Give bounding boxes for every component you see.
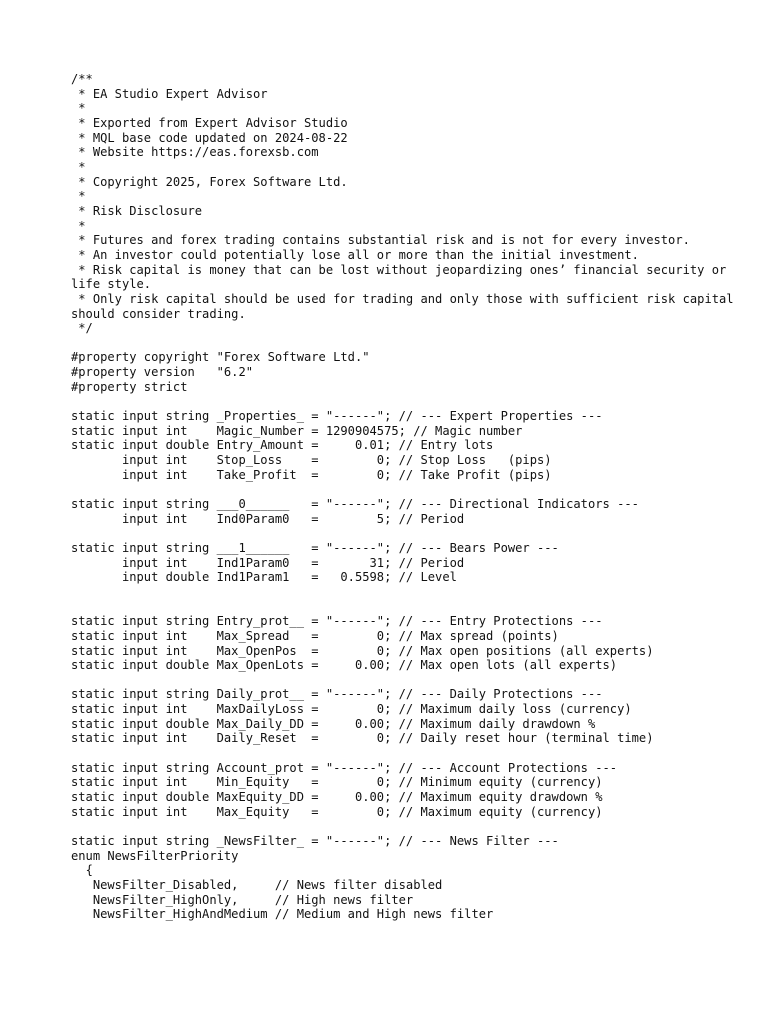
code-line: static input string _NewsFilter_ = "------"; // --- News Filter --- xyxy=(71,833,559,848)
code-line: static input string Daily_prot__ = "------"; // --- Daily Protections --- xyxy=(71,687,603,702)
code-line: * EA Studio Expert Advisor xyxy=(71,86,268,101)
code-line: static input double MaxEquity_DD = 0.00; // Maximum equity drawdown % xyxy=(71,790,603,805)
code-line: * xyxy=(71,101,86,116)
code-line: * xyxy=(71,189,86,204)
code-line: #property version "6.2" xyxy=(71,365,254,380)
code-line: * MQL base code updated on 2024-08-22 xyxy=(71,130,348,145)
code-line: */ xyxy=(71,321,93,336)
code-line: static input int MaxDailyLoss = 0; // Maximum daily loss (currency) xyxy=(71,702,632,717)
code-line: * An investor could potentially lose all or more than the initial investment. xyxy=(71,247,639,262)
code-line: static input int Max_Equity = 0; // Maximum equity (currency) xyxy=(71,804,603,819)
code-line: * Futures and forex trading contains substantial risk and is not for every investor. xyxy=(71,233,690,248)
code-line: static input string Entry_prot__ = "------"; // --- Entry Protections --- xyxy=(71,614,603,629)
code-line: { xyxy=(71,863,93,878)
code-line: * xyxy=(71,159,86,174)
code-line: static input int Max_OpenPos = 0; // Max open positions (all experts) xyxy=(71,643,654,658)
code-line: enum NewsFilterPriority xyxy=(71,848,239,863)
code-document xyxy=(71,72,761,922)
code-line: /** xyxy=(71,72,93,86)
code-line: static input double Max_Daily_DD = 0.00; // Maximum daily drawdown % xyxy=(71,716,596,731)
code-line xyxy=(71,746,761,761)
code-line xyxy=(71,600,761,615)
code-line: NewsFilter_HighAndMedium // Medium and High news filter xyxy=(71,907,494,922)
code-line: * Risk Disclosure xyxy=(71,203,203,218)
code-line: NewsFilter_HighOnly, // High news filter xyxy=(71,892,414,907)
code-line: static input string ___0______ = "------"; // --- Directional Indicators --- xyxy=(71,496,639,511)
code-line: * xyxy=(71,218,86,233)
code-line xyxy=(71,673,761,688)
code-line xyxy=(71,585,761,600)
code-line: static input int Min_Equity = 0; // Minimum equity (currency) xyxy=(71,775,603,790)
code-line xyxy=(71,819,761,834)
code-line: * Risk capital is money that can be lost without jeopardizing ones’ financial security or life style. xyxy=(71,262,734,292)
code-line: input int Ind1Param0 = 31; // Period xyxy=(71,555,465,570)
code-line: static input string Account_prot = "------"; // --- Account Protections --- xyxy=(71,760,618,775)
code-line: NewsFilter_Disabled, // News filter disabled xyxy=(71,877,443,892)
code-line: static input double Entry_Amount = 0.01; // Entry lots xyxy=(71,438,494,453)
code-line: input int Ind0Param0 = 5; // Period xyxy=(71,511,465,526)
code-line: static input string _Properties_ = "------"; // --- Expert Properties --- xyxy=(71,409,603,424)
code-line xyxy=(71,482,761,497)
code-line: static input int Magic_Number = 1290904575; // Magic number xyxy=(71,423,523,438)
code-line: * Copyright 2025, Forex Software Ltd. xyxy=(71,174,348,189)
code-line: static input int Max_Spread = 0; // Max spread (points) xyxy=(71,628,559,643)
code-line: * Exported from Expert Advisor Studio xyxy=(71,115,348,130)
code-line: input double Ind1Param1 = 0.5598; // Level xyxy=(71,570,457,585)
code-line: input int Take_Profit = 0; // Take Profit (pips) xyxy=(71,467,552,482)
code-line: static input string ___1______ = "------"; // --- Bears Power --- xyxy=(71,540,559,555)
code-line: * Website https://eas.forexsb.com xyxy=(71,145,319,160)
code-line xyxy=(71,394,761,409)
code-line: input int Stop_Loss = 0; // Stop Loss (pips) xyxy=(71,453,552,468)
code-line: static input double Max_OpenLots = 0.00; // Max open lots (all experts) xyxy=(71,658,618,673)
code-line xyxy=(71,336,761,351)
code-line: #property strict xyxy=(71,379,188,394)
code-line xyxy=(71,526,761,541)
code-line: * Only risk capital should be used for trading and only those with sufficient risk capital should consider trading. xyxy=(71,291,741,321)
code-line: #property copyright "Forex Software Ltd." xyxy=(71,350,370,365)
code-line: static input int Daily_Reset = 0; // Daily reset hour (terminal time) xyxy=(71,731,654,746)
